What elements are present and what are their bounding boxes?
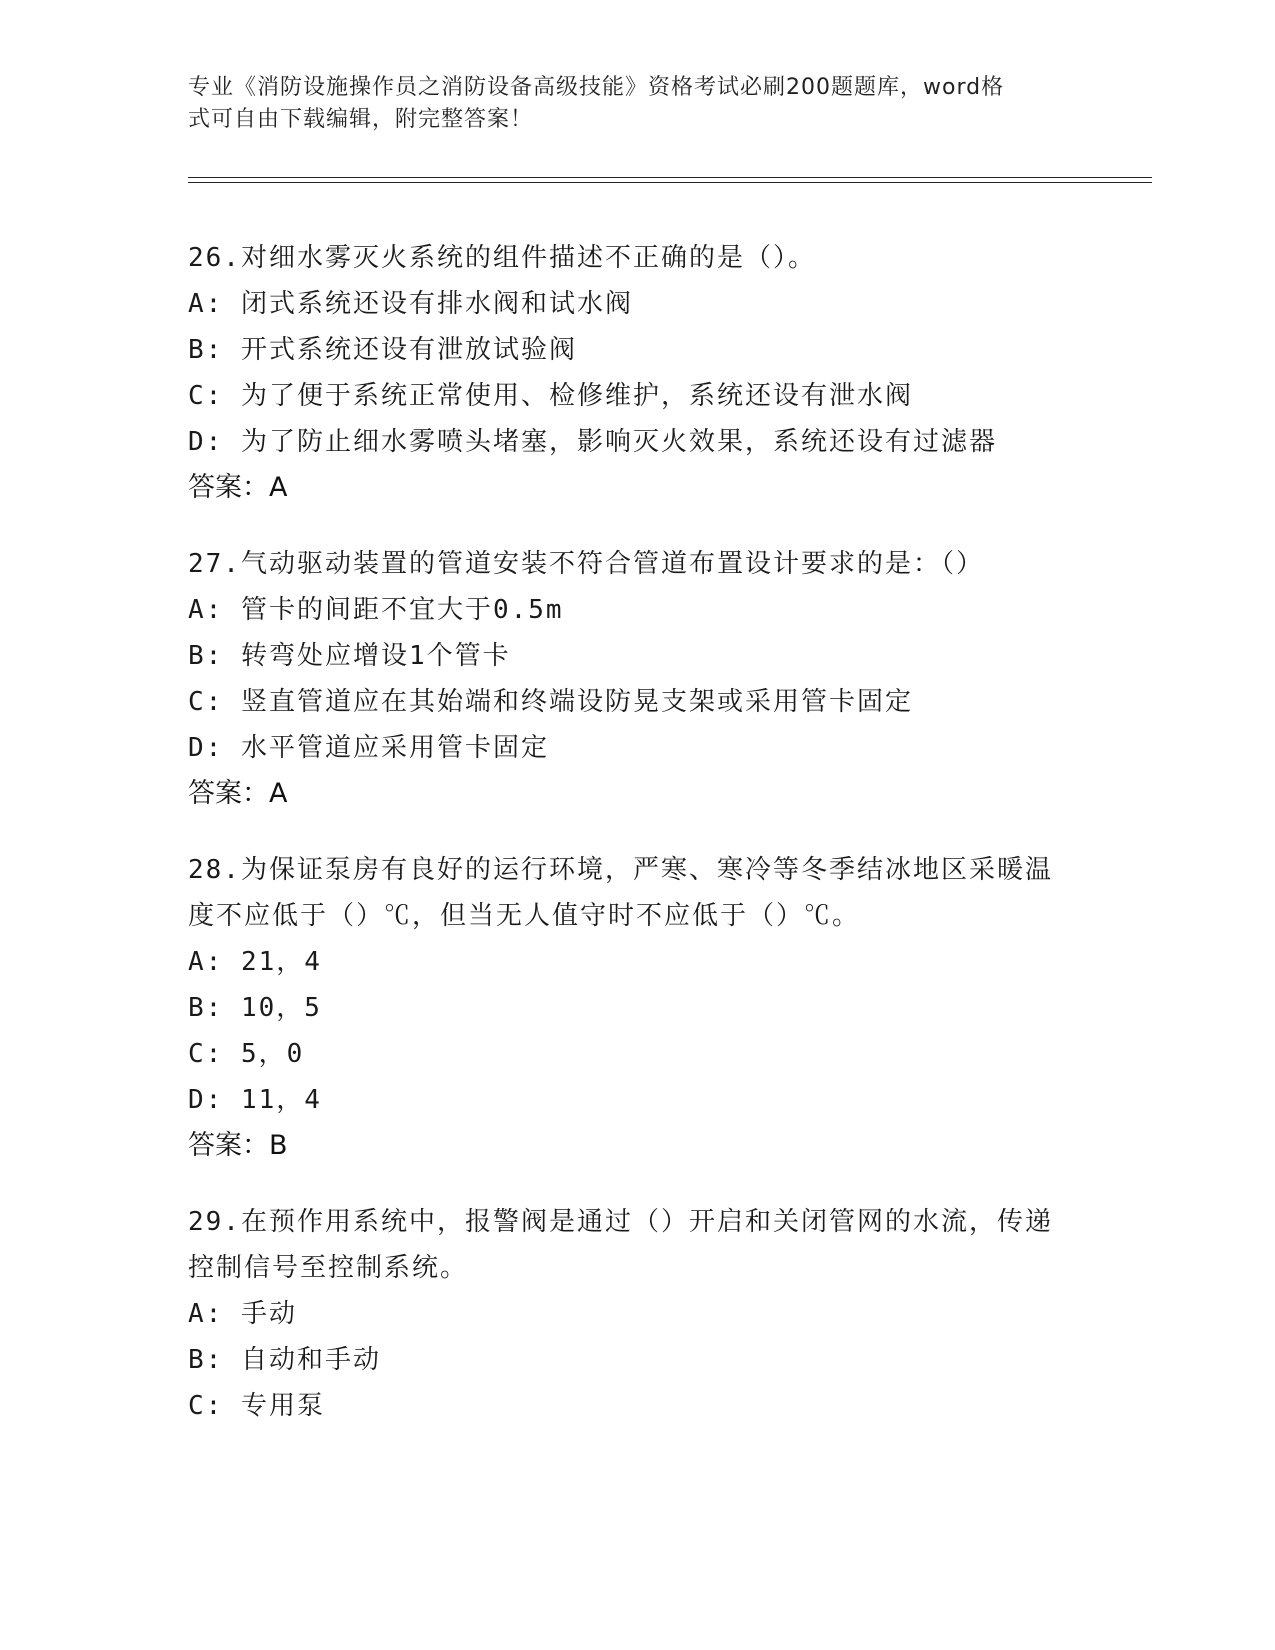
question-stem: 26.对细水雾灭火系统的组件描述不正确的是（）。 xyxy=(188,243,816,273)
question-stem-line-2: 控制信号至控制系统。 xyxy=(188,1253,469,1283)
option-a: A: 手动 xyxy=(188,1299,297,1329)
option-c: C: 5，0 xyxy=(188,1039,305,1069)
option-b: B: 10，5 xyxy=(188,993,322,1023)
header-divider-top xyxy=(188,177,1152,178)
header-intro-line-1: 专业《消防设施操作员之消防设备高级技能》资格考试必刷200题题库，word格 xyxy=(188,75,1005,100)
question-29 xyxy=(188,1199,1088,1429)
option-a: A: 管卡的间距不宜大于0.5m xyxy=(188,595,564,625)
option-d: D: 11，4 xyxy=(188,1085,322,1115)
question-stem-line-2: 度不应低于（）℃，但当无人值守时不应低于（）℃。 xyxy=(188,901,861,931)
option-c: C: 专用泵 xyxy=(188,1391,325,1421)
question-27 xyxy=(188,541,1088,817)
header-intro-line-2: 式可自由下载编辑，附完整答案！ xyxy=(188,107,534,132)
question-stem: 27.气动驱动装置的管道安装不符合管道布置设计要求的是：（） xyxy=(188,549,984,579)
option-d: D: 为了防止细水雾喷头堵塞，影响灭火效果，系统还设有过滤器 xyxy=(188,427,997,457)
question-list xyxy=(188,235,1088,1459)
option-b: B: 转弯处应增设1个管卡 xyxy=(188,641,511,671)
question-stem-line-1: 29.在预作用系统中，报警阀是通过（）开启和关闭管网的水流，传递 xyxy=(188,1207,1053,1237)
option-a: A: 闭式系统还设有排水阀和试水阀 xyxy=(188,289,633,319)
answer: 答案：A xyxy=(188,778,288,809)
question-stem-line-1: 28.为保证泵房有良好的运行环境，严寒、寒冷等冬季结冰地区采暖温 xyxy=(188,855,1053,885)
document-header xyxy=(188,72,1088,136)
option-b: B: 自动和手动 xyxy=(188,1345,381,1375)
question-26 xyxy=(188,235,1088,511)
answer: 答案：B xyxy=(188,1130,288,1161)
option-c: C: 竖直管道应在其始端和终端设防晃支架或采用管卡固定 xyxy=(188,687,913,717)
header-divider-bottom xyxy=(188,182,1152,183)
question-28 xyxy=(188,847,1088,1169)
answer: 答案：A xyxy=(188,472,288,503)
option-b: B: 开式系统还设有泄放试验阀 xyxy=(188,335,577,365)
option-d: D: 水平管道应采用管卡固定 xyxy=(188,733,549,763)
option-a: A: 21，4 xyxy=(188,947,322,977)
option-c: C: 为了便于系统正常使用、检修维护，系统还设有泄水阀 xyxy=(188,381,913,411)
